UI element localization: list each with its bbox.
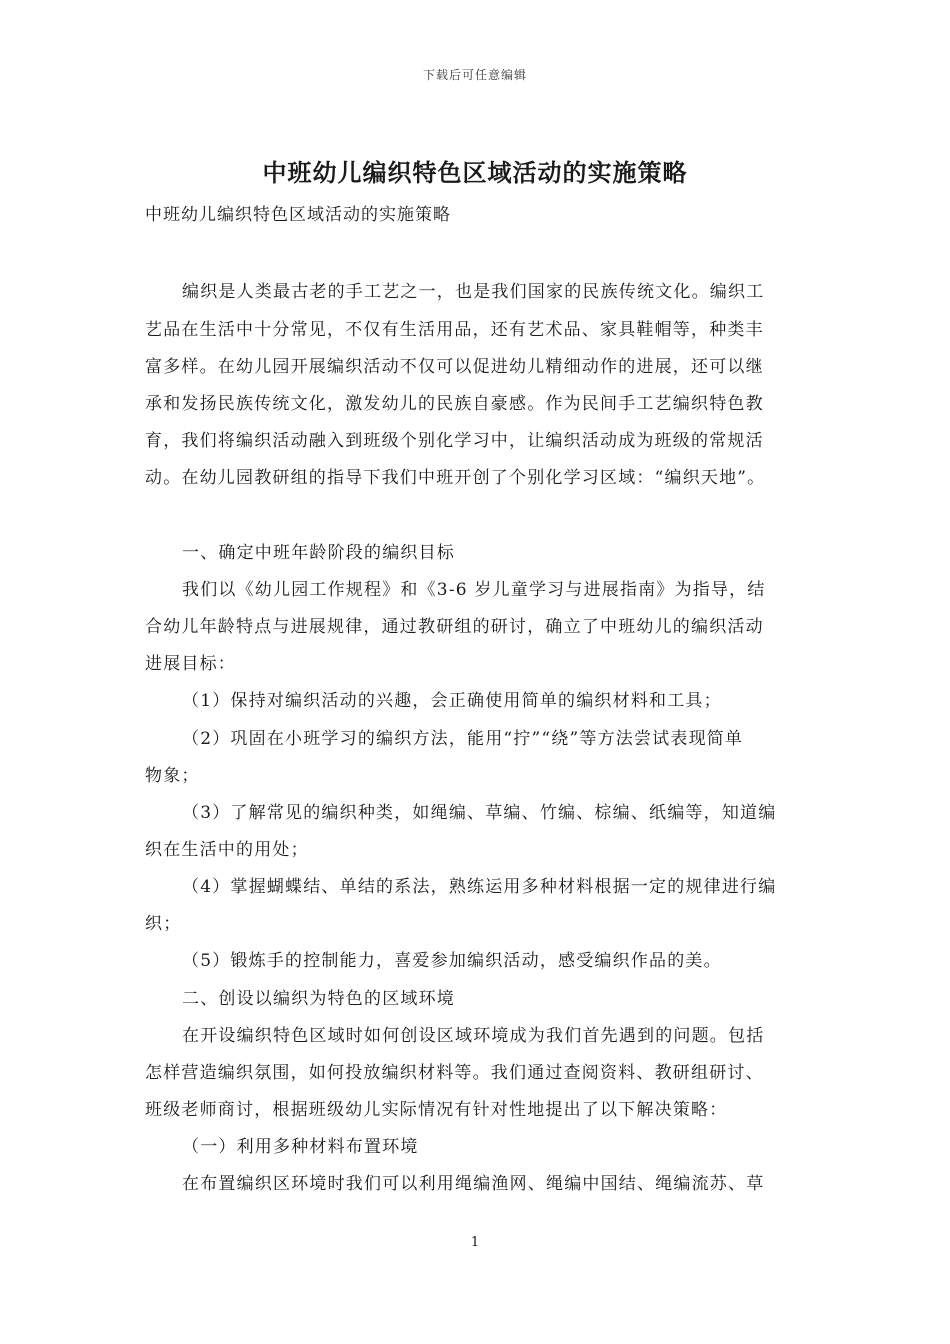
section-heading: 一、确定中班年龄阶段的编织目标 — [182, 543, 455, 563]
list-item: （5）锻炼手的控制能力，喜爱参加编织活动，感受编织作品的美。 — [182, 951, 722, 971]
paragraph-line: 班级老师商讨，根据班级幼儿实际情况有针对性地提出了以下解决策略： — [145, 1100, 728, 1120]
paragraph-line: 在开设编织特色区域时如何创设区域环境成为我们首先遇到的问题。包括 — [182, 1026, 765, 1046]
paragraph-line: 在布置编织区环境时我们可以利用绳编渔网、绳编中国结、绳编流苏、草 — [182, 1174, 765, 1194]
paragraph-line: 进展目标： — [145, 654, 236, 674]
list-item-continuation: 物象； — [145, 766, 200, 786]
list-item: （3）了解常见的编织种类，如绳编、草编、竹编、棕编、纸编等，知道编 — [182, 803, 777, 823]
list-item: （4）掌握蝴蝶结、单结的系法，熟练运用多种材料根据一定的规律进行编 — [182, 877, 777, 897]
subsection-heading: （一）利用多种材料布置环境 — [182, 1137, 419, 1157]
section-heading: 二、创设以编织为特色的区域环境 — [182, 989, 455, 1009]
list-item: （1）保持对编织活动的兴趣，会正确使用简单的编织材料和工具； — [182, 691, 722, 711]
paragraph-line: 艺品在生活中十分常见，不仅有生活用品，还有艺术品、家具鞋帽等，种类丰 — [145, 320, 764, 340]
paragraph-line: 承和发扬民族传统文化，激发幼儿的民族自豪感。作为民间手工艺编织特色教 — [145, 394, 764, 414]
document-title: 中班幼儿编织特色区域活动的实施策略 — [262, 158, 688, 187]
paragraph-line: 我们以《幼儿园工作规程》和《3-6 岁儿童学习与进展指南》为指导，结 — [182, 580, 766, 600]
paragraph-line: 育，我们将编织活动融入到班级个别化学习中，让编织活动成为班级的常规活 — [145, 431, 764, 451]
paragraph-line: 编织是人类最古老的手工艺之一，也是我们国家的民族传统文化。编织工 — [182, 282, 765, 302]
paragraph-line: 合幼儿年龄特点与进展规律，通过教研组的研讨，确立了中班幼儿的编织活动 — [145, 617, 764, 637]
list-item-continuation: 织在生活中的用处； — [145, 840, 309, 860]
paragraph-line: 动。在幼儿园教研组的指导下我们中班开创了个别化学习区域：“编织天地”。 — [145, 468, 766, 488]
header-note: 下载后可任意编辑 — [422, 68, 527, 82]
list-item: （2）巩固在小班学习的编织方法，能用“拧”“绕”等方法尝试表现简单 — [182, 729, 744, 749]
page-number: 1 — [470, 1235, 480, 1250]
document-subtitle: 中班幼儿编织特色区域活动的实施策略 — [145, 205, 451, 225]
paragraph-line: 富多样。在幼儿园开展编织活动不仅可以促进幼儿精细动作的进展，还可以继 — [145, 357, 764, 377]
paragraph-line: 怎样营造编织氛围，如何投放编织材料等。我们通过查阅资料、教研组研讨、 — [145, 1063, 764, 1083]
list-item-continuation: 织； — [145, 914, 182, 934]
